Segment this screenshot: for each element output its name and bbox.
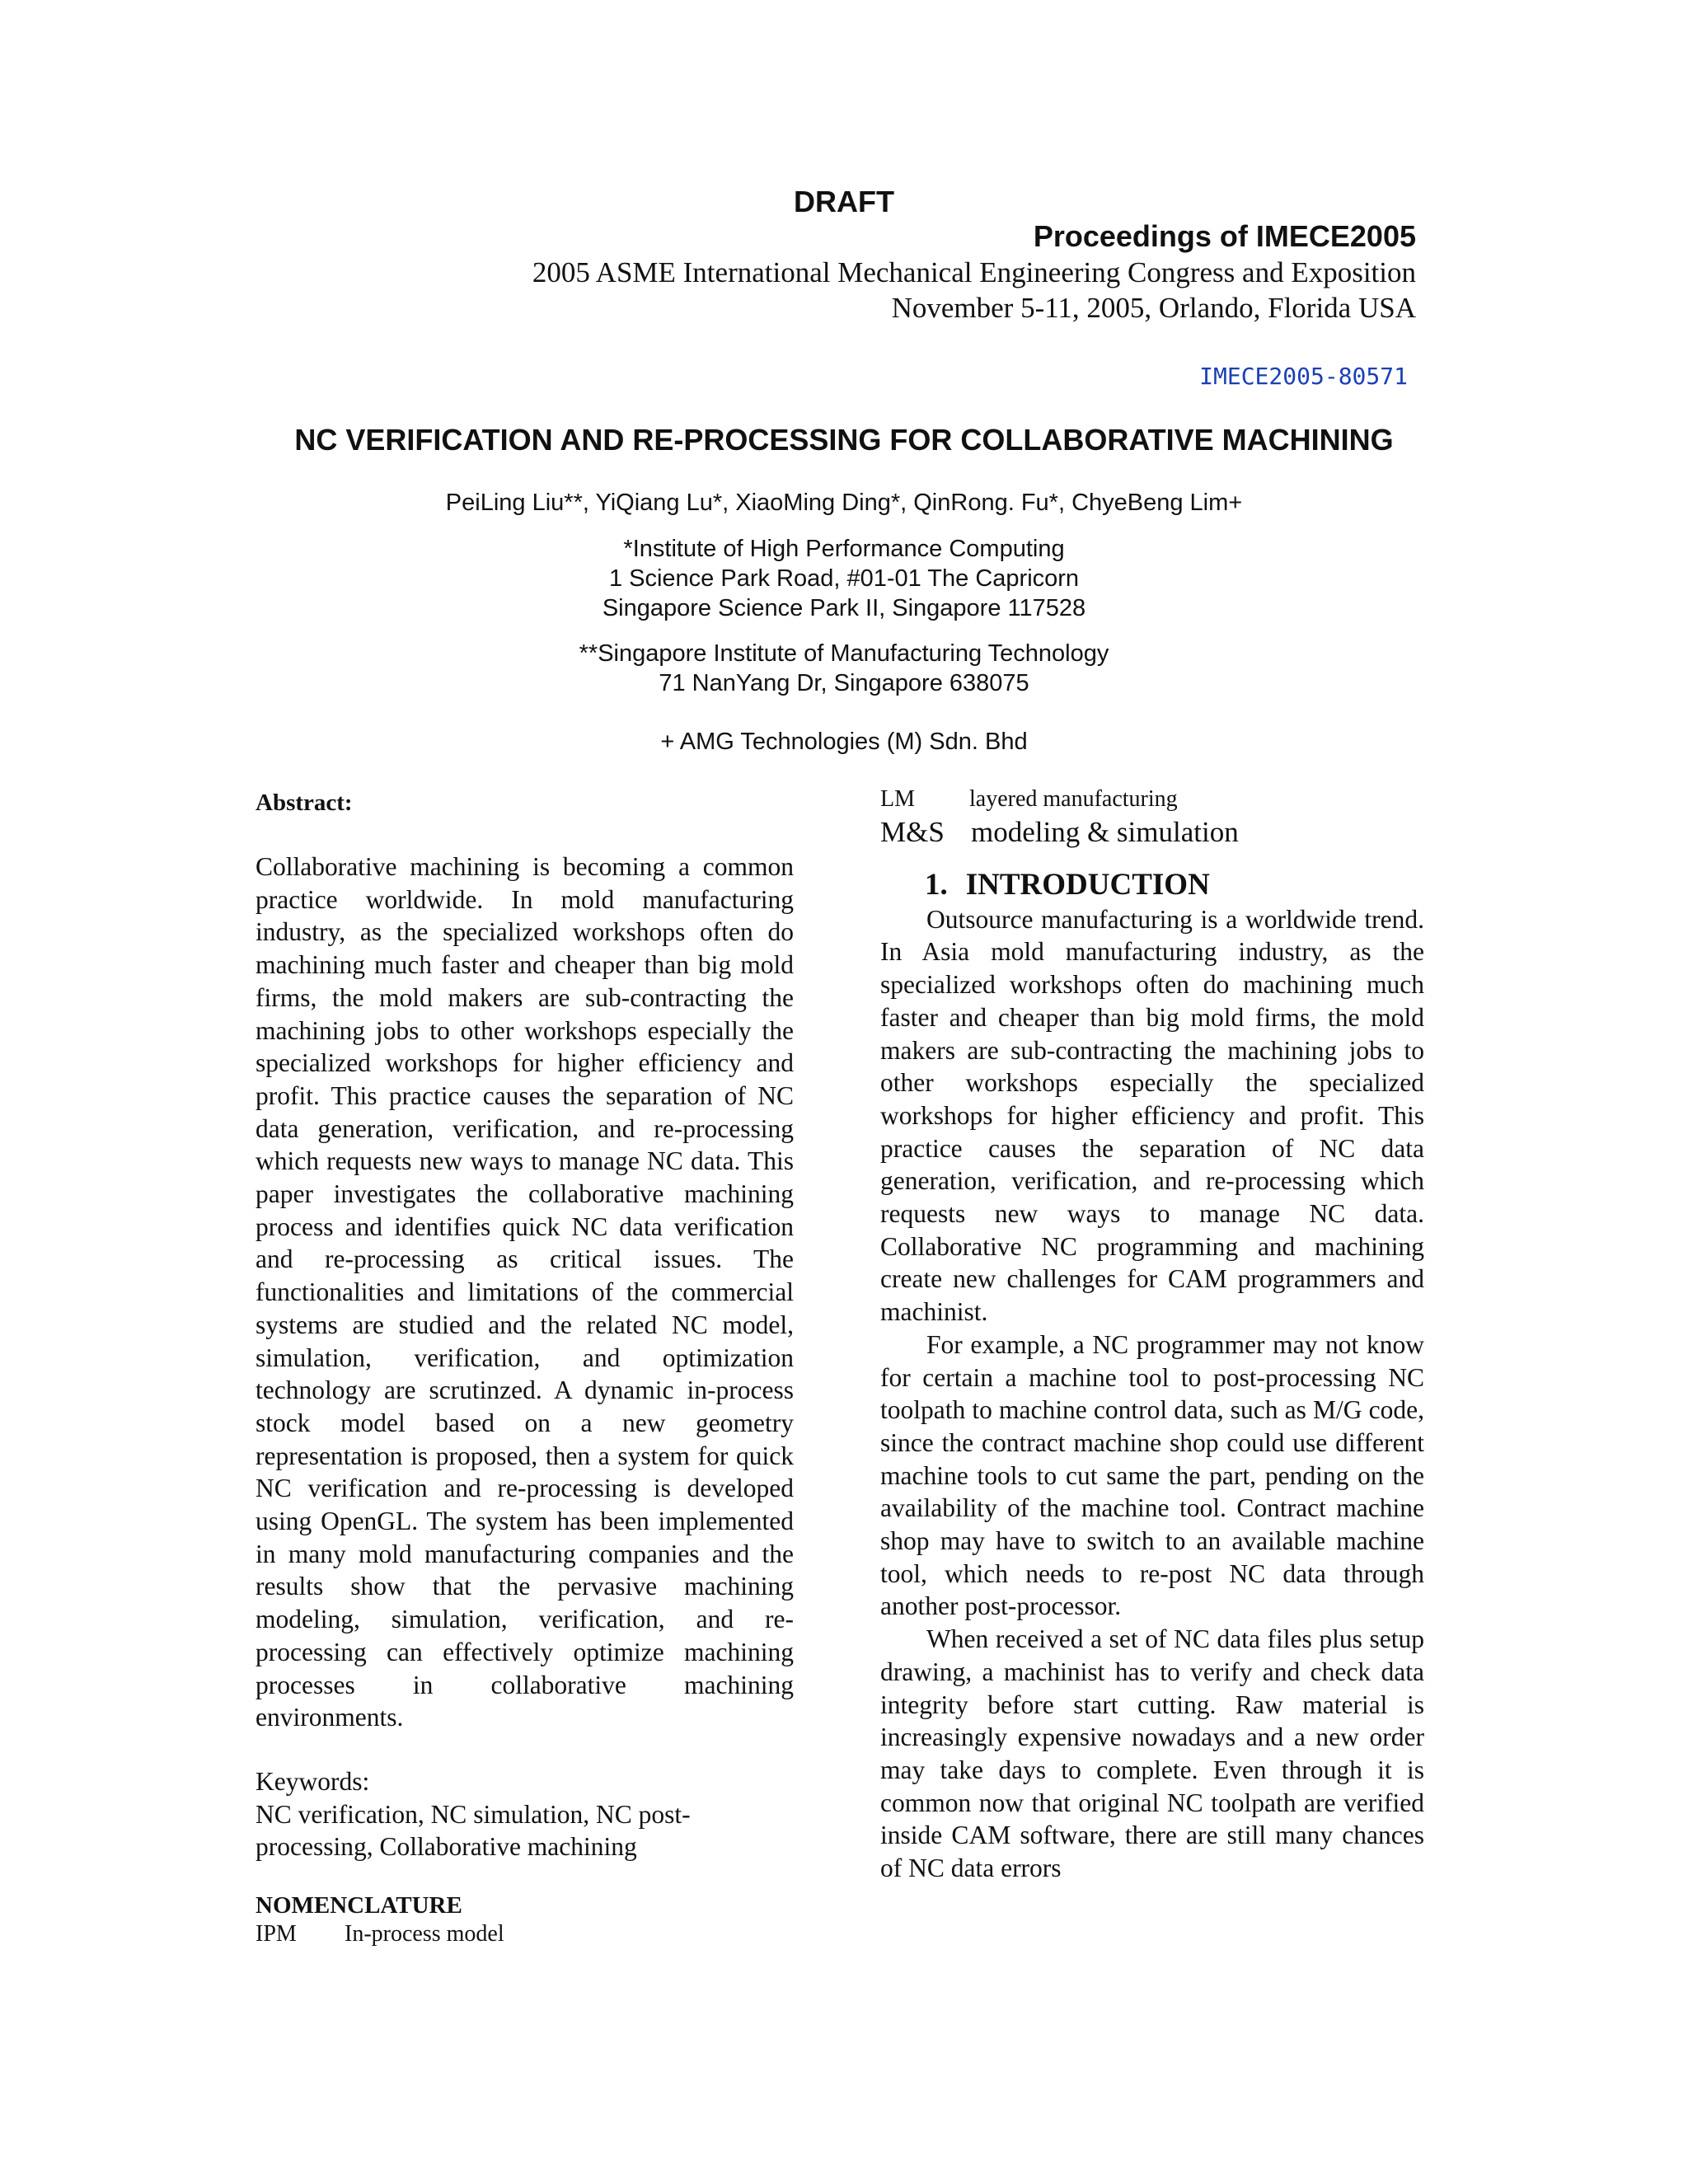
affiliation-line: **Singapore Institute of Manufacturing Technology	[579, 640, 1109, 667]
author-list: PeiLing Liu**, YiQiang Lu*, XiaoMing Ding*, QinRong. Fu*, ChyeBeng Lim+	[445, 490, 1243, 516]
intro-paragraph: For example, a NC programmer may not know for certain a machine tool to post-processing NC toolpath to machine control data, such as M/G code, since the contract machine shop could use different machine tools to cut same the part, pending on the availability of the machine tool. Contract machine shop may have to switch to an available machine tool, which needs to re-post NC data through another post-processor.	[880, 1329, 1424, 1621]
paper-id: IMECE2005-80571	[1199, 363, 1408, 390]
conference-date-location: November 5-11, 2005, Orlando, Florida USA	[891, 292, 1416, 324]
intro-paragraph: Outsource manufacturing is a worldwide trend. In Asia mold manufacturing industry, as the specialized workshops often do machining much faster and cheaper than big mold firms, the mold makers are sub-contracting the machining jobs to other workshops especially the specialized workshops for higher efficiency and profit. This practice causes the separation of NC data generation, verification, and re-processing which requests new ways to manage NC data. Collaborative NC programming and machining create new challenges for CAM programmers and machinist.	[880, 904, 1424, 1327]
affiliation-line: *Institute of High Performance Computing	[623, 536, 1065, 562]
nomenclature-abbr: M&S	[880, 816, 945, 848]
abstract-text: Collaborative machining is becoming a common practice worldwide. In mold manufacturing industry, as the specialized workshops often do machining much faster and cheaper than big mold firms, the mold makers are sub-contracting the machining jobs to other workshops especially the specialized workshops for higher efficiency and profit. This practice causes the separation of NC data generation, verification, and re-processing which requests new ways to manage NC data. This paper investigates the collaborative machining process and identifies quick NC data verification and re-processing as critical issues. The functionalities and limitations of the commercial systems are studied and the related NC model, simulation, verification, and optimization technology are scrutinzed. A dynamic in-process stock model based on a new geometry representation is proposed, then a system for quick NC verification and re-processing is developed using OpenGL. The system has been implemented in many mold manufacturing companies and the results show that the pervasive machining modeling, simulation, verification, and re-processing can effectively optimize machining processes in collaborative machining environments.	[256, 852, 794, 1732]
nomenclature-abbr: IPM	[256, 1921, 297, 1947]
nomenclature-heading: NOMENCLATURE	[256, 1892, 462, 1919]
nomenclature-meaning: modeling & simulation	[971, 816, 1239, 848]
draft-label: DRAFT	[794, 185, 894, 218]
intro-paragraph: When received a set of NC data files plus setup drawing, a machinist has to verify and check data integrity before start cutting. Raw material is increasingly expensive nowadays and a new order may take days to complete. Even through it is common now that original NC toolpath are verified inside CAM software, there are still many chances of NC data errors	[880, 1624, 1424, 1883]
right-column	[880, 785, 1424, 1885]
affiliation-line: + AMG Technologies (M) Sdn. Bhd	[660, 729, 1028, 755]
affiliation-line: 1 Science Park Road, #01-01 The Capricorn	[608, 565, 1080, 592]
nomenclature-abbr: LM	[880, 786, 915, 812]
nomenclature-item	[880, 785, 1424, 814]
nomenclature-item	[880, 814, 1424, 851]
affiliation-simtech	[0, 639, 1688, 698]
proceedings-title: Proceedings of IMECE2005	[1033, 219, 1416, 253]
affiliation-line: 71 NanYang Dr, Singapore 638075	[659, 670, 1029, 696]
affiliation-line: Singapore Science Park II, Singapore 117528	[602, 595, 1086, 621]
paper-title: NC VERIFICATION AND RE-PROCESSING FOR COLLABORATIVE MACHINING	[294, 423, 1394, 457]
abstract-heading: Abstract:	[256, 790, 353, 816]
left-column	[256, 788, 794, 1949]
affiliation-ihpc	[0, 534, 1688, 623]
conference-name: 2005 ASME International Mechanical Engineering Congress and Exposition	[532, 256, 1416, 288]
nomenclature-meaning: layered manufacturing	[969, 786, 1178, 812]
keywords-line: NC verification, NC simulation, NC post-	[256, 1799, 691, 1829]
section-heading-introduction	[880, 869, 1424, 902]
keywords-line: processing, Collaborative machining	[256, 1832, 637, 1862]
nomenclature-meaning: In-process model	[345, 1921, 504, 1947]
section-title: INTRODUCTION	[965, 868, 1210, 902]
affiliation-amg	[0, 727, 1688, 757]
keywords-label: Keywords:	[256, 1766, 370, 1796]
nomenclature-item	[256, 1919, 794, 1949]
section-number: 1.	[925, 868, 948, 902]
